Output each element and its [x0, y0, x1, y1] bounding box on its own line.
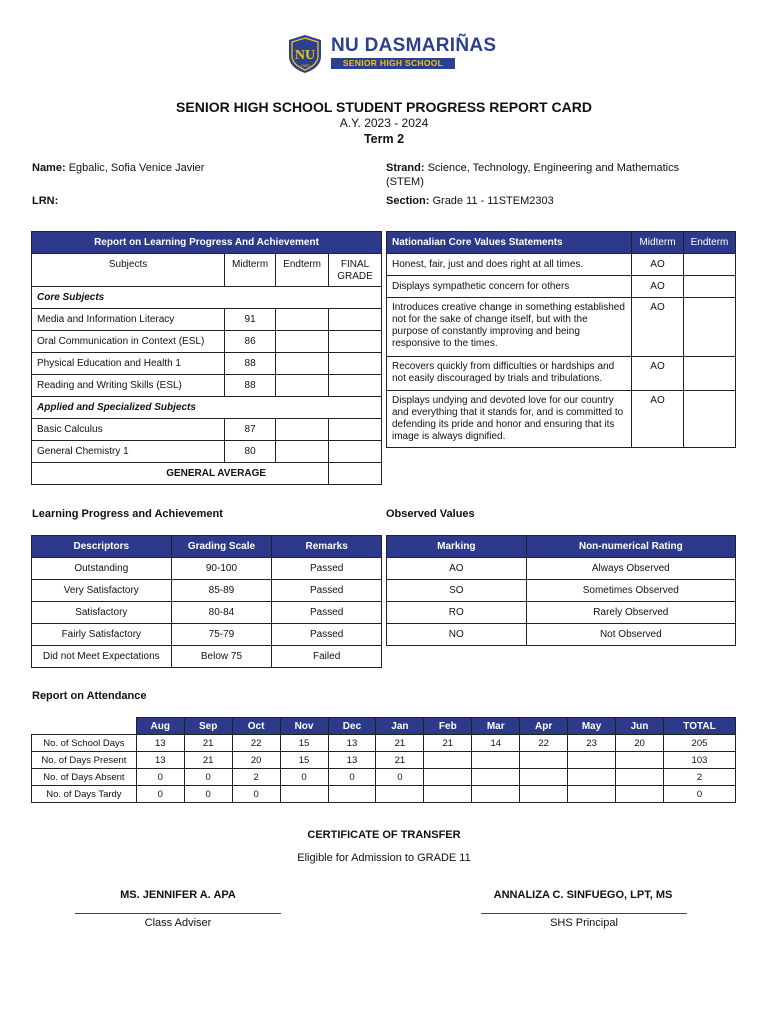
term: Term 2	[363, 132, 405, 146]
table-row	[387, 558, 736, 580]
values-legend-title: Observed Values	[386, 508, 475, 520]
endterm-grade	[276, 419, 329, 441]
subject-name: Physical Education and Health 1	[32, 353, 225, 375]
attendance-total: 103	[663, 752, 735, 769]
descriptor: Did not Meet Expectations	[32, 646, 172, 668]
grading-scale: Below 75	[171, 646, 272, 668]
table-row	[387, 624, 736, 646]
legend-col-scale: Grading Scale	[171, 536, 272, 558]
endterm-grade	[276, 309, 329, 331]
grading-scale: 85-89	[171, 580, 272, 602]
value-endterm	[684, 254, 736, 276]
descriptor: Outstanding	[32, 558, 172, 580]
midterm-grade: 91	[225, 309, 276, 331]
rating: Always Observed	[526, 558, 735, 580]
table-row	[387, 602, 736, 624]
school-name: NU DASMARIÑAS	[331, 35, 497, 56]
attendance-cell	[568, 769, 616, 786]
attendance-cell: 21	[376, 752, 424, 769]
marking: SO	[387, 580, 527, 602]
midterm-grade: 87	[225, 419, 276, 441]
student-name-row	[32, 161, 204, 175]
adviser-name: MS. JENNIFER A. APA	[120, 889, 236, 901]
col-endterm: Endterm	[276, 254, 329, 287]
attendance-cell	[616, 769, 664, 786]
subject-name: Oral Communication in Context (ESL)	[32, 331, 225, 353]
section-value: Grade 11 - 11STEM2303	[432, 195, 554, 207]
grades-table	[31, 231, 382, 485]
attendance-cell	[568, 752, 616, 769]
attendance-cell: 21	[424, 735, 472, 752]
applied-subjects-label: Applied and Specialized Subjects	[32, 397, 382, 419]
principal-role: SHS Principal	[550, 917, 618, 929]
attendance-label: No. of Days Absent	[32, 769, 137, 786]
attendance-corner	[32, 718, 137, 735]
attendance-cell: 22	[232, 735, 280, 752]
month-header: Sep	[184, 718, 232, 735]
month-header: Mar	[472, 718, 520, 735]
attendance-cell: 21	[184, 735, 232, 752]
attendance-cell	[568, 786, 616, 803]
value-midterm: AO	[632, 391, 684, 448]
midterm-grade: 88	[225, 375, 276, 397]
month-header: Jan	[376, 718, 424, 735]
academic-year: A.Y. 2023 - 2024	[339, 116, 429, 130]
attendance-cell: 21	[376, 735, 424, 752]
endterm-grade	[276, 375, 329, 397]
school-seal-icon	[287, 34, 323, 74]
subject-name: General Chemistry 1	[32, 441, 225, 463]
subject-name: Media and Information Literacy	[32, 309, 225, 331]
final-grade	[329, 353, 382, 375]
value-midterm: AO	[632, 276, 684, 298]
table-row	[32, 558, 382, 580]
table-row	[32, 602, 382, 624]
attendance-label: No. of Days Present	[32, 752, 137, 769]
attendance-cell	[424, 769, 472, 786]
table-row	[387, 298, 736, 357]
total-header: TOTAL	[663, 718, 735, 735]
table-row	[32, 331, 382, 353]
attendance-label: No. of Days Tardy	[32, 786, 137, 803]
general-average-value	[329, 463, 382, 485]
rating: Sometimes Observed	[526, 580, 735, 602]
rating: Rarely Observed	[526, 602, 735, 624]
attendance-cell: 13	[136, 735, 184, 752]
values-col-midterm: Midterm	[632, 232, 684, 254]
attendance-cell: 15	[280, 735, 328, 752]
attendance-cell: 0	[280, 769, 328, 786]
month-header: Nov	[280, 718, 328, 735]
strand-row	[386, 161, 736, 189]
section-row	[386, 194, 554, 208]
table-row	[387, 254, 736, 276]
descriptor: Fairly Satisfactory	[32, 624, 172, 646]
value-midterm: AO	[632, 298, 684, 357]
table-row	[32, 752, 736, 769]
subject-name: Basic Calculus	[32, 419, 225, 441]
value-statement: Displays undying and devoted love for our country and everything that it stands for, and is committed to defending its pride and honor and ensuring that its image is always dignified.	[387, 391, 632, 448]
col-subjects: Subjects	[32, 254, 225, 287]
values-col-endterm: Endterm	[684, 232, 736, 254]
final-grade	[329, 375, 382, 397]
attendance-cell: 14	[472, 735, 520, 752]
midterm-grade: 80	[225, 441, 276, 463]
attendance-cell: 0	[232, 786, 280, 803]
midterm-grade: 86	[225, 331, 276, 353]
legend-col-remarks: Remarks	[272, 536, 382, 558]
final-grade	[329, 309, 382, 331]
adviser-role: Class Adviser	[144, 917, 212, 929]
progress-legend-table	[31, 535, 382, 668]
attendance-total: 205	[663, 735, 735, 752]
value-endterm	[684, 298, 736, 357]
grades-table-title: Report on Learning Progress And Achievement	[32, 232, 382, 254]
table-row	[32, 309, 382, 331]
attendance-cell: 0	[184, 786, 232, 803]
attendance-cell	[472, 769, 520, 786]
strand-abbrev: (STEM)	[386, 176, 424, 188]
values-legend-table	[386, 535, 736, 646]
remarks: Passed	[272, 624, 382, 646]
attendance-cell: 0	[136, 786, 184, 803]
month-header: May	[568, 718, 616, 735]
attendance-cell: 20	[232, 752, 280, 769]
month-header: Jun	[616, 718, 664, 735]
subject-name: Reading and Writing Skills (ESL)	[32, 375, 225, 397]
lrn-row	[32, 194, 58, 208]
certificate-text: Eligible for Admission to GRADE 11	[297, 852, 471, 864]
endterm-grade	[276, 441, 329, 463]
final-grade	[329, 419, 382, 441]
attendance-title: Report on Attendance	[32, 690, 147, 702]
remarks: Passed	[272, 580, 382, 602]
attendance-cell	[616, 752, 664, 769]
attendance-cell: 0	[184, 769, 232, 786]
attendance-cell	[328, 786, 376, 803]
attendance-cell: 21	[184, 752, 232, 769]
general-average-label: GENERAL AVERAGE	[32, 463, 329, 485]
core-values-table	[386, 231, 736, 448]
legend-col-descriptors: Descriptors	[32, 536, 172, 558]
value-statement: Recovers quickly from difficulties or hardships and not easily discouraged by trials and tribulations.	[387, 357, 632, 391]
table-row	[387, 357, 736, 391]
table-row	[387, 391, 736, 448]
table-row	[32, 353, 382, 375]
col-final-grade: FINAL GRADE	[329, 254, 382, 287]
attendance-cell	[376, 786, 424, 803]
month-header: Apr	[520, 718, 568, 735]
attendance-cell	[520, 752, 568, 769]
table-row	[387, 580, 736, 602]
value-midterm: AO	[632, 254, 684, 276]
table-row	[32, 441, 382, 463]
table-row	[387, 276, 736, 298]
seal-year: 1900	[300, 63, 310, 68]
report-title: SENIOR HIGH SCHOOL STUDENT PROGRESS REPORT CARD	[176, 99, 592, 115]
table-row	[32, 419, 382, 441]
marking: NO	[387, 624, 527, 646]
table-row	[32, 646, 382, 668]
remarks: Passed	[272, 558, 382, 580]
grading-scale: 75-79	[171, 624, 272, 646]
month-header: Feb	[424, 718, 472, 735]
midterm-grade: 88	[225, 353, 276, 375]
attendance-cell: 22	[520, 735, 568, 752]
principal-name: ANNALIZA C. SINFUEGO, LPT, MS	[493, 889, 673, 901]
attendance-total: 0	[663, 786, 735, 803]
attendance-cell: 20	[616, 735, 664, 752]
value-statement: Honest, fair, just and does right at all times.	[387, 254, 632, 276]
descriptor: Satisfactory	[32, 602, 172, 624]
table-row	[32, 375, 382, 397]
final-grade	[329, 441, 382, 463]
attendance-cell	[472, 786, 520, 803]
values-col-statement: Nationalian Core Values Statements	[387, 232, 632, 254]
attendance-total: 2	[663, 769, 735, 786]
student-name: Egbalic, Sofia Venice Javier	[68, 162, 205, 174]
attendance-cell	[280, 786, 328, 803]
attendance-label: No. of School Days	[32, 735, 137, 752]
table-row	[32, 735, 736, 752]
value-midterm: AO	[632, 357, 684, 391]
value-endterm	[684, 357, 736, 391]
grading-scale: 80-84	[171, 602, 272, 624]
attendance-cell: 0	[328, 769, 376, 786]
col-midterm: Midterm	[225, 254, 276, 287]
certificate-title: CERTIFICATE OF TRANSFER	[307, 829, 461, 841]
rating: Not Observed	[526, 624, 735, 646]
legend-col-rating: Non-numerical Rating	[526, 536, 735, 558]
marking: RO	[387, 602, 527, 624]
remarks: Passed	[272, 602, 382, 624]
grading-scale: 90-100	[171, 558, 272, 580]
value-endterm	[684, 276, 736, 298]
attendance-cell	[424, 752, 472, 769]
adviser-signature-line	[75, 913, 281, 914]
svg-text:NU: NU	[294, 48, 316, 63]
table-row	[32, 769, 736, 786]
table-row	[32, 624, 382, 646]
remarks: Failed	[272, 646, 382, 668]
marking: AO	[387, 558, 527, 580]
attendance-cell: 0	[136, 769, 184, 786]
table-row	[32, 786, 736, 803]
attendance-cell	[616, 786, 664, 803]
principal-signature-line	[481, 913, 687, 914]
strand-value: Science, Technology, Engineering and Mathematics	[427, 162, 680, 174]
attendance-cell: 13	[328, 735, 376, 752]
attendance-cell: 15	[280, 752, 328, 769]
month-header: Dec	[328, 718, 376, 735]
attendance-cell: 13	[136, 752, 184, 769]
section-label: Section:	[386, 195, 430, 207]
school-tag: SENIOR HIGH SCHOOL	[331, 58, 455, 69]
attendance-cell: 2	[232, 769, 280, 786]
attendance-cell	[424, 786, 472, 803]
attendance-cell	[520, 786, 568, 803]
endterm-grade	[276, 353, 329, 375]
attendance-cell: 13	[328, 752, 376, 769]
value-statement: Introduces creative change in something established not for the sake of change itself, but with the purpose of constantly improving and being responsive to the times.	[387, 298, 632, 357]
strand-label: Strand:	[386, 162, 425, 174]
final-grade	[329, 331, 382, 353]
school-logo	[287, 34, 497, 74]
month-header: Aug	[136, 718, 184, 735]
month-header: Oct	[232, 718, 280, 735]
endterm-grade	[276, 331, 329, 353]
attendance-cell: 23	[568, 735, 616, 752]
descriptor: Very Satisfactory	[32, 580, 172, 602]
legend-col-marking: Marking	[387, 536, 527, 558]
value-endterm	[684, 391, 736, 448]
core-subjects-label: Core Subjects	[32, 287, 382, 309]
lrn-label: LRN:	[32, 195, 59, 207]
progress-legend-title: Learning Progress and Achievement	[32, 508, 223, 520]
attendance-cell	[520, 769, 568, 786]
attendance-cell	[472, 752, 520, 769]
name-label: Name:	[32, 162, 66, 174]
table-row	[32, 580, 382, 602]
attendance-cell: 0	[376, 769, 424, 786]
attendance-table	[31, 717, 736, 803]
value-statement: Displays sympathetic concern for others	[387, 276, 632, 298]
